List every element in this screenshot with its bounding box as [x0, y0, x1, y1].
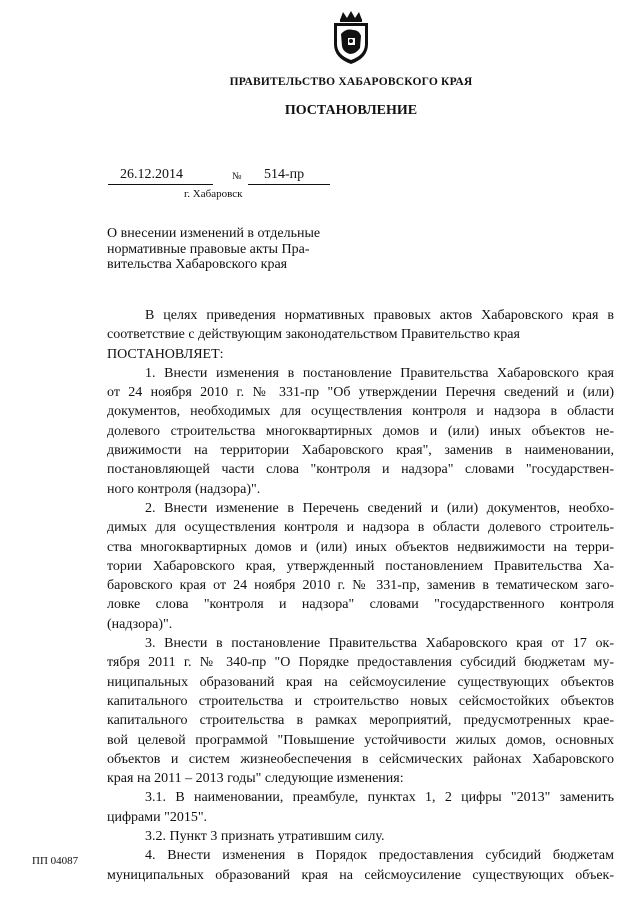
- number-underline: [248, 184, 330, 185]
- body-line: объектов и систем жизнеобеспечения в сейсмических районах Хабаровского: [107, 751, 614, 767]
- body-line: долевого строительства многоквартирных домов и (или) иных объектов не-: [107, 423, 614, 439]
- body-line: (надзора)".: [107, 616, 173, 632]
- subject-line: О внесении изменений в отдельные: [107, 226, 321, 241]
- document-body: [107, 306, 614, 885]
- body-line: 2. Внести изменение в Перечень сведений и (или) документов, необхо-: [145, 500, 614, 516]
- body-line: капитального строительства и строительство новых сейсмостойких объектов: [107, 693, 614, 709]
- body-line: постановляющей части слова "контроля и надзора" словами "государствен-: [107, 462, 614, 478]
- body-line: муниципальных образований края на сейсмоусиление существующих объек-: [107, 867, 614, 883]
- body-line: цифрами "2015".: [107, 809, 208, 825]
- body-line: ниципальных образований края на сейсмоусиление существующих объектов: [107, 674, 614, 690]
- coat-of-arms-icon: [328, 10, 374, 66]
- body-line: вой целевой программой "Повышение устойчивости жилых домов, основных: [107, 732, 614, 748]
- subject-line: вительства Хабаровского края: [107, 257, 288, 272]
- body-line: движимости на территории Хабаровского края", заменив в наименовании,: [107, 443, 614, 459]
- body-line: края на 2011 – 2013 годы" следующие изменения:: [107, 771, 404, 787]
- body-line: соответствие с действующим законодательством Правительство края: [107, 327, 520, 343]
- date-number-line: [108, 167, 330, 185]
- body-line: В целях приведения нормативных правовых актов Хабаровского края в: [145, 308, 614, 323]
- organization-name: ПРАВИТЕЛЬСТВО ХАБАРОВСКОГО КРАЯ: [229, 76, 473, 88]
- body-line: ПОСТАНОВЛЯЕТ:: [107, 346, 224, 362]
- document-number: 514-пр: [264, 167, 305, 182]
- body-line: баровского края от 24 ноября 2010 г. № 331-пр, заменив в тематическом заго-: [107, 578, 614, 594]
- body-line: ного контроля (надзора)".: [107, 481, 261, 497]
- document-subject: [107, 226, 321, 273]
- document-date: 26.12.2014: [120, 167, 183, 182]
- body-line: тября 2011 г. № 340-пр "О Порядке предоставления субсидий бюджетам му-: [107, 655, 614, 671]
- body-line: 4. Внести изменения в Порядок предоставления субсидий бюджетам: [145, 848, 614, 864]
- body-line: 1. Внести изменения в постановление Правительства Хабаровского края: [145, 365, 614, 381]
- date-underline: [108, 184, 213, 185]
- body-line: тории Хабаровского края, утвержденный постановлением Правительства Ха-: [107, 558, 614, 574]
- subject-line: нормативные правовые акты Пра-: [107, 241, 310, 257]
- body-line: 3. Внести в постановление Правительства Хабаровского края от 17 ок-: [145, 636, 614, 652]
- footer-code: ПП 04087: [32, 855, 79, 867]
- body-line: документов, необходимых для осуществления контроля и надзора в области: [107, 404, 614, 420]
- city: г. Хабаровск: [184, 188, 243, 200]
- document-type: ПОСТАНОВЛЕНИЕ: [284, 103, 418, 118]
- body-line: 3.1. В наименовании, преамбуле, пунктах 1, 2 цифры "2013" заменить: [145, 790, 614, 806]
- body-line: капитального строительства в рамках мероприятий, предусмотренных крае-: [107, 713, 614, 729]
- body-line: 3.2. Пункт 3 признать утратившим силу.: [145, 829, 385, 845]
- body-line: от 24 ноября 2010 г. № 331-пр "Об утверждении Перечня сведений и (или): [107, 385, 614, 401]
- body-line: ства многоквартирных домов и (или) иных объектов недвижимости на терри-: [107, 539, 614, 555]
- body-line: ловке слова "контроля и надзора" словами "государственного контроля: [107, 597, 614, 613]
- body-line: димых для осуществления контроля и надзора в области долевого строитель-: [107, 520, 614, 536]
- number-sign: №: [232, 171, 242, 182]
